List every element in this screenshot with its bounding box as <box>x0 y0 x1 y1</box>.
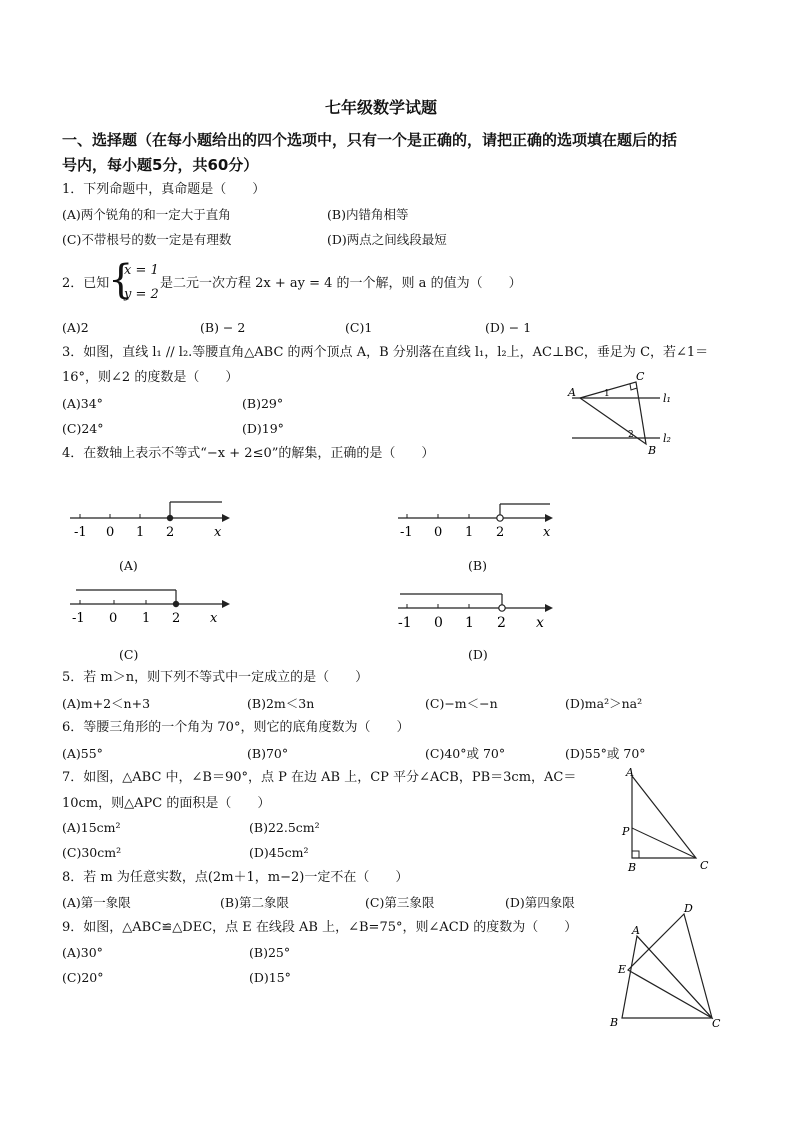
q6-stem: 6．等腰三角形的一个角为 70°，则它的底角度数为（ ） <box>62 720 410 735</box>
q9-label-c: C <box>712 1017 721 1030</box>
q4-stem: 4．在数轴上表示不等式“−x + 2≤0”的解集，正确的是（ ） <box>62 446 435 461</box>
q3-stem-line1: 3．如图，直线 l₁ // l₂.等腰直角△ABC 的两个顶点 A，B 分别落在直线 l₁，l₂上，AC⊥BC，垂足为 C，若∠1＝ <box>62 345 709 360</box>
q4d-tick-1: 1 <box>465 615 474 631</box>
q3-triangle <box>580 382 646 444</box>
q9-option-d: (D)15° <box>249 970 291 985</box>
q4d-tick-m1: -1 <box>398 615 412 631</box>
q9-label-a: A <box>632 924 640 937</box>
q5-option-b: (B)2m＜3n <box>247 696 315 711</box>
q4-caption-a: (A) <box>119 558 138 573</box>
q9-option-b: (B)25° <box>249 945 291 960</box>
q5-option-d: (D)ma²＞na² <box>565 696 643 711</box>
q4a-tick-0: 0 <box>106 525 115 540</box>
q3-angle-2: 2 <box>628 430 634 440</box>
q4c-var: x <box>210 611 218 626</box>
section-heading-line2: 号内，每小题5分，共60分） <box>62 156 259 174</box>
q4b-tick-0: 0 <box>434 525 443 540</box>
q1-stem: 1．下列命题中，真命题是（ ） <box>62 182 266 197</box>
page-title: 七年级数学试题 <box>325 98 438 117</box>
q7-option-c: (C)30cm² <box>62 845 122 860</box>
q9-stem: 9．如图，△ABC≌△DEC，点 E 在线段 AB 上，∠B=75°，则∠ACD 的度数为（ ） <box>62 920 578 935</box>
q3-option-c: (C)24° <box>62 421 104 436</box>
q2-option-d: (D) − 1 <box>485 320 532 335</box>
q4-caption-b: (B) <box>468 558 487 573</box>
q3-stem-line2: 16°，则∠2 的度数是（ ） <box>62 370 239 385</box>
q2-option-b: (B) − 2 <box>200 320 246 335</box>
q4d-var: x <box>536 615 544 631</box>
q2-prefix: 2．已知 <box>62 276 110 291</box>
q7-bisector-cp <box>632 828 696 858</box>
q4c-tick-m1: -1 <box>72 611 85 626</box>
q4-numberline-c <box>62 582 242 632</box>
q3-label-b: B <box>648 444 657 457</box>
q6-option-c: (C)40°或 70° <box>425 746 506 761</box>
q2-option-a: (A)2 <box>62 320 89 335</box>
q8-option-b: (B)第二象限 <box>220 895 289 910</box>
q6-option-b: (B)70° <box>247 746 289 761</box>
q9-label-b: B <box>610 1016 619 1029</box>
q6-option-a: (A)55° <box>62 746 103 761</box>
q7-label-a: A <box>626 766 634 779</box>
q5-stem: 5．若 m＞n，则下列不等式中一定成立的是（ ） <box>62 670 369 685</box>
q8-option-a: (A)第一象限 <box>62 895 131 910</box>
q9-triangle-dec <box>628 914 712 1018</box>
q9-label-e: E <box>618 963 627 976</box>
q7-label-c: C <box>700 859 709 872</box>
q8-option-d: (D)第四象限 <box>505 895 575 910</box>
q4-numberline-b <box>390 496 570 546</box>
q1-option-d: (D)两点之间线段最短 <box>327 232 447 247</box>
q3-option-d: (D)19° <box>242 421 284 436</box>
q4b-tick-m1: -1 <box>400 525 413 540</box>
q4c-tick-2: 2 <box>172 611 181 626</box>
q3-figure <box>560 362 690 457</box>
q7-label-p: P <box>622 825 630 838</box>
q2-option-c: (C)1 <box>345 320 373 335</box>
q9-figure <box>600 900 735 1035</box>
section-heading-line1: 一、选择题（在每小题给出的四个选项中，只有一个是正确的，请把正确的选项填在题后的括 <box>62 131 678 149</box>
q1-option-a: (A)两个锐角的和一定大于直角 <box>62 207 231 222</box>
q5-option-a: (A)m+2＜n+3 <box>62 696 151 711</box>
q7-right-angle-mark <box>632 851 639 858</box>
q6-option-d: (D)55°或 70° <box>565 746 646 761</box>
q4-numberline-a <box>62 496 242 546</box>
q7-option-b: (B)22.5cm² <box>249 820 320 835</box>
q7-stem-line1: 7．如图，△ABC 中，∠B＝90°，点 P 在边 AB 上，CP 平分∠ACB，PB＝3cm，AC＝ <box>62 770 577 785</box>
q9-label-d: D <box>684 902 693 915</box>
q4b-var: x <box>543 525 551 540</box>
q4d-tick-2: 2 <box>497 615 506 631</box>
q4b-tick-1: 1 <box>465 525 474 540</box>
q3-option-a: (A)34° <box>62 396 103 411</box>
q7-triangle <box>632 776 696 858</box>
q4a-tick-1: 1 <box>136 525 145 540</box>
q4a-tick-m1: -1 <box>74 525 87 540</box>
q9-option-a: (A)30° <box>62 945 103 960</box>
q4a-tick-2: 2 <box>166 525 175 540</box>
q4c-tick-0: 0 <box>109 611 118 626</box>
q4d-tick-0: 0 <box>434 615 443 631</box>
q9-option-c: (C)20° <box>62 970 104 985</box>
q1-option-b: (B)内错角相等 <box>327 207 409 222</box>
q2-eq-top: x = 1 <box>124 263 159 278</box>
q4-numberline-d <box>390 586 570 636</box>
q4b-tick-2: 2 <box>496 525 505 540</box>
q3-label-l2: l₂ <box>663 432 671 445</box>
q3-label-a: A <box>568 386 576 399</box>
q2-brace: { <box>108 257 134 303</box>
q8-stem: 8．若 m 为任意实数，点(2m＋1，m−2)一定不在（ ） <box>62 870 409 885</box>
q7-figure <box>618 764 718 874</box>
q7-option-a: (A)15cm² <box>62 820 121 835</box>
q3-option-b: (B)29° <box>242 396 284 411</box>
q3-label-c: C <box>636 370 645 383</box>
q1-option-c: (C)不带根号的数一定是有理数 <box>62 232 232 247</box>
q7-stem-line2: 10cm，则△APC 的面积是（ ） <box>62 796 271 811</box>
q4-caption-c: (C) <box>119 647 139 662</box>
q2-eq-bottom: y = 2 <box>124 287 159 302</box>
q9-triangle-abc <box>622 936 712 1018</box>
q3-angle-1: 1 <box>604 389 610 399</box>
q4c-tick-1: 1 <box>142 611 151 626</box>
q3-label-l1: l₁ <box>663 392 671 405</box>
q2-suffix: 是二元一次方程 2x + ay = 4 的一个解，则 a 的值为（ ） <box>160 276 522 291</box>
q5-option-c: (C)−m＜−n <box>425 696 498 711</box>
q4a-var: x <box>214 525 222 540</box>
q8-option-c: (C)第三象限 <box>365 895 435 910</box>
q7-option-d: (D)45cm² <box>249 845 309 860</box>
q4-caption-d: (D) <box>468 647 488 662</box>
q7-label-b: B <box>628 861 637 874</box>
